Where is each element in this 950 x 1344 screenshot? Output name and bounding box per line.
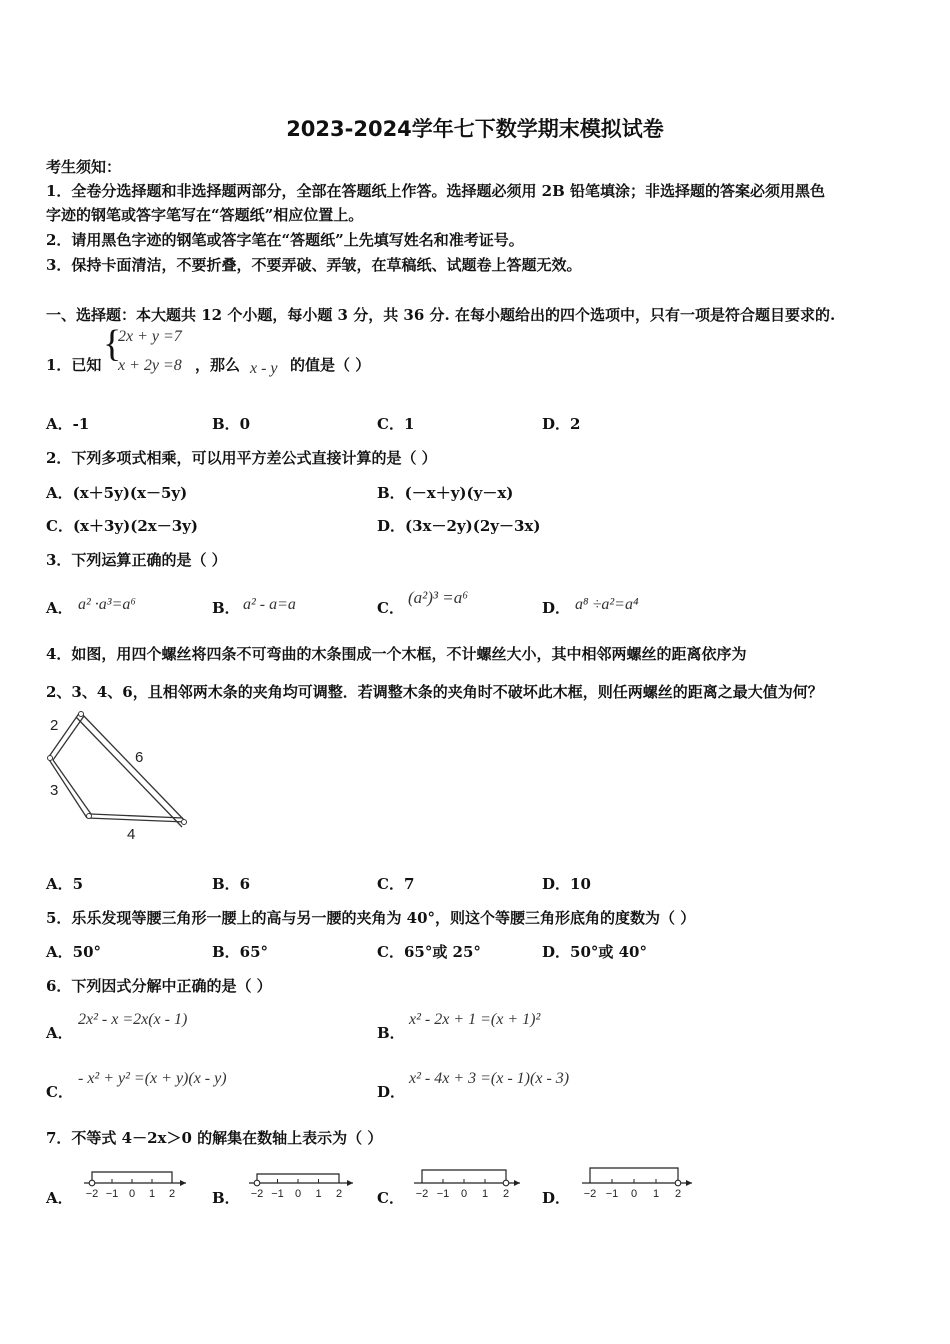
q5-option-b: B．65° [212,943,269,961]
q4-option-c: C．7 [377,875,415,893]
q1-option-a: A．-1 [46,415,90,433]
open-circle-icon [503,1180,509,1186]
q3-expr-c: (a²)³ =a⁶ [408,588,469,607]
q1-option-b: B．0 [212,415,251,433]
q1-equation-1: 2x + y =7 [118,328,182,345]
number-line-a-tick-label: 2 [168,1188,176,1200]
arrow-right-icon [347,1180,353,1186]
open-circle-icon [675,1180,681,1186]
figure-label-2: 2 [50,717,59,734]
q2-option-a: A．(x＋5y)(x－5y) [46,484,188,502]
q6-label-a: A． [46,1024,73,1042]
q7-stem: 7．不等式 4－2x＞0 的解集在数轴上表示为（ ） [46,1129,383,1147]
q6-stem: 6．下列因式分解中正确的是（ ） [46,977,272,995]
q1-option-d: D．2 [542,415,581,433]
q3-expr-b: a² - a=a [243,596,296,613]
open-circle-icon [89,1180,95,1186]
q3-expr-d: a⁸ ÷a²=a⁴ [575,596,639,613]
q1-option-c: C．1 [377,415,415,433]
q5-option-c: C．65°或 25° [377,943,481,961]
notice-line-2: 2．请用黑色字迹的钢笔或答字笔在“答题纸”上先填写姓名和准考证号。 [46,231,524,249]
q6-label-c: C． [46,1083,73,1101]
figure-label-6: 6 [135,749,144,766]
number-line-b-tick-label: −1 [271,1188,284,1200]
q4-line-2: 2、3、4、6，且相邻两木条的夹角均可调整．若调整木条的夹角时不破坏此木框，则任两螺丝的距离之最大值为何？ [46,683,823,701]
q5-option-d: D．50°或 40° [542,943,647,961]
q2-option-b: B．(－x＋y)(y－x) [377,484,514,502]
q3-expr-a: a² ·a³=a⁶ [78,596,136,613]
q1-suffix: 的值是（ ） [290,356,371,374]
q4-option-b: B．6 [212,875,251,893]
number-line-d-tick-label: 0 [630,1188,638,1200]
arrow-right-icon [686,1180,692,1186]
number-line-b-tick-label: 0 [294,1188,302,1200]
number-line-d-tick-label: −1 [605,1188,619,1200]
q6-expr-c: - x² + y² =(x + y)(x - y) [78,1070,227,1087]
q7-label-a: A． [46,1189,73,1207]
notice-line-1a: 1．全卷分选择题和非选择题两部分，全部在答题纸上作答。选择题必须用 2B 铅笔填涂；非选择题的答案必须用黑色 [46,182,826,200]
number-line-c-tick-label: 1 [481,1188,489,1200]
q6-expr-a: 2x² - x =2x(x - 1) [78,1011,188,1028]
q2-option-c: C．(x＋3y)(2x－3y) [46,517,198,535]
number-line-a-tick-label: −1 [105,1188,119,1200]
figure-label-3: 3 [50,782,59,799]
number-line-d-tick-label: 1 [652,1188,660,1200]
number-line-c-tick-label: −1 [436,1188,450,1200]
notice-heading: 考生须知： [46,158,122,176]
q5-option-a: A．50° [46,943,102,961]
q7-label-c: C． [377,1189,404,1207]
q2-stem: 2．下列多项式相乘，可以用平方差公式直接计算的是（ ） [46,449,437,467]
q6-label-d: D． [377,1083,406,1101]
q5-stem: 5．乐乐发现等腰三角形一腰上的高与另一腰的夹角为 40°，则这个等腰三角形底角的度数为（ ） [46,909,696,927]
q4-option-a: A．5 [46,875,84,893]
q2-option-d: D．(3x－2y)(2y－3x) [377,517,541,535]
notice-line-3: 3．保持卡面清洁，不要折叠，不要弄破、弄皱，在草稿纸、试题卷上答题无效。 [46,256,582,274]
number-line-b-tick-label: 1 [315,1188,322,1200]
number-line-a-tick-label: 1 [148,1188,156,1200]
number-line-b-tick-label: 2 [335,1188,343,1200]
q7-label-d: D． [542,1189,571,1207]
number-line-a-tick-label: 0 [128,1188,136,1200]
section-heading: 一、选择题：本大题共 12 个小题，每小题 3 分，共 36 分. 在每小题给出的四个选项中，只有一项是符合题目要求的. [46,306,836,324]
number-line-c-tick-label: 0 [460,1188,468,1200]
q1-mid: ，那么 [195,356,241,374]
q3-label-c: C． [377,599,404,617]
number-line-d-tick-label: 2 [674,1188,682,1200]
q4-option-d: D．10 [542,875,591,893]
arrow-right-icon [514,1180,520,1186]
q6-expr-b: x² - 2x + 1 =(x + 1)² [409,1011,541,1028]
number-line-b-tick-label: −2 [250,1188,264,1200]
notice-line-1b: 字迹的钢笔或答字笔写在“答题纸”相应位置上。 [46,206,364,224]
q3-label-b: B． [212,599,240,617]
q3-label-a: A． [46,599,73,617]
q3-label-d: D． [542,599,571,617]
q1-prefix: 1．已知 [46,356,102,374]
q3-stem: 3．下列运算正确的是（ ） [46,551,227,569]
open-circle-icon [254,1180,260,1186]
q6-expr-d: x² - 4x + 3 =(x - 1)(x - 3) [409,1070,570,1087]
number-line-c-tick-label: −2 [415,1188,429,1200]
number-line-a-tick-label: −2 [85,1188,99,1200]
number-line-d-tick-label: −2 [583,1188,597,1200]
q6-label-b: B． [377,1024,405,1042]
page-title: 2023-2024学年七下数学期末模拟试卷 [286,117,664,141]
q1-expression: x - y [250,360,278,377]
q4-line-1: 4．如图，用四个螺丝将四条不可弯曲的木条围成一个木框，不计螺丝大小，其中相邻两螺丝的距离依序为 [46,645,747,663]
figure-label-4: 4 [127,826,136,843]
q7-label-b: B． [212,1189,240,1207]
number-line-c-tick-label: 2 [502,1188,510,1200]
system-brace-icon: { [103,323,122,365]
q1-equation-2: x + 2y =8 [118,357,182,374]
arrow-right-icon [180,1180,186,1186]
